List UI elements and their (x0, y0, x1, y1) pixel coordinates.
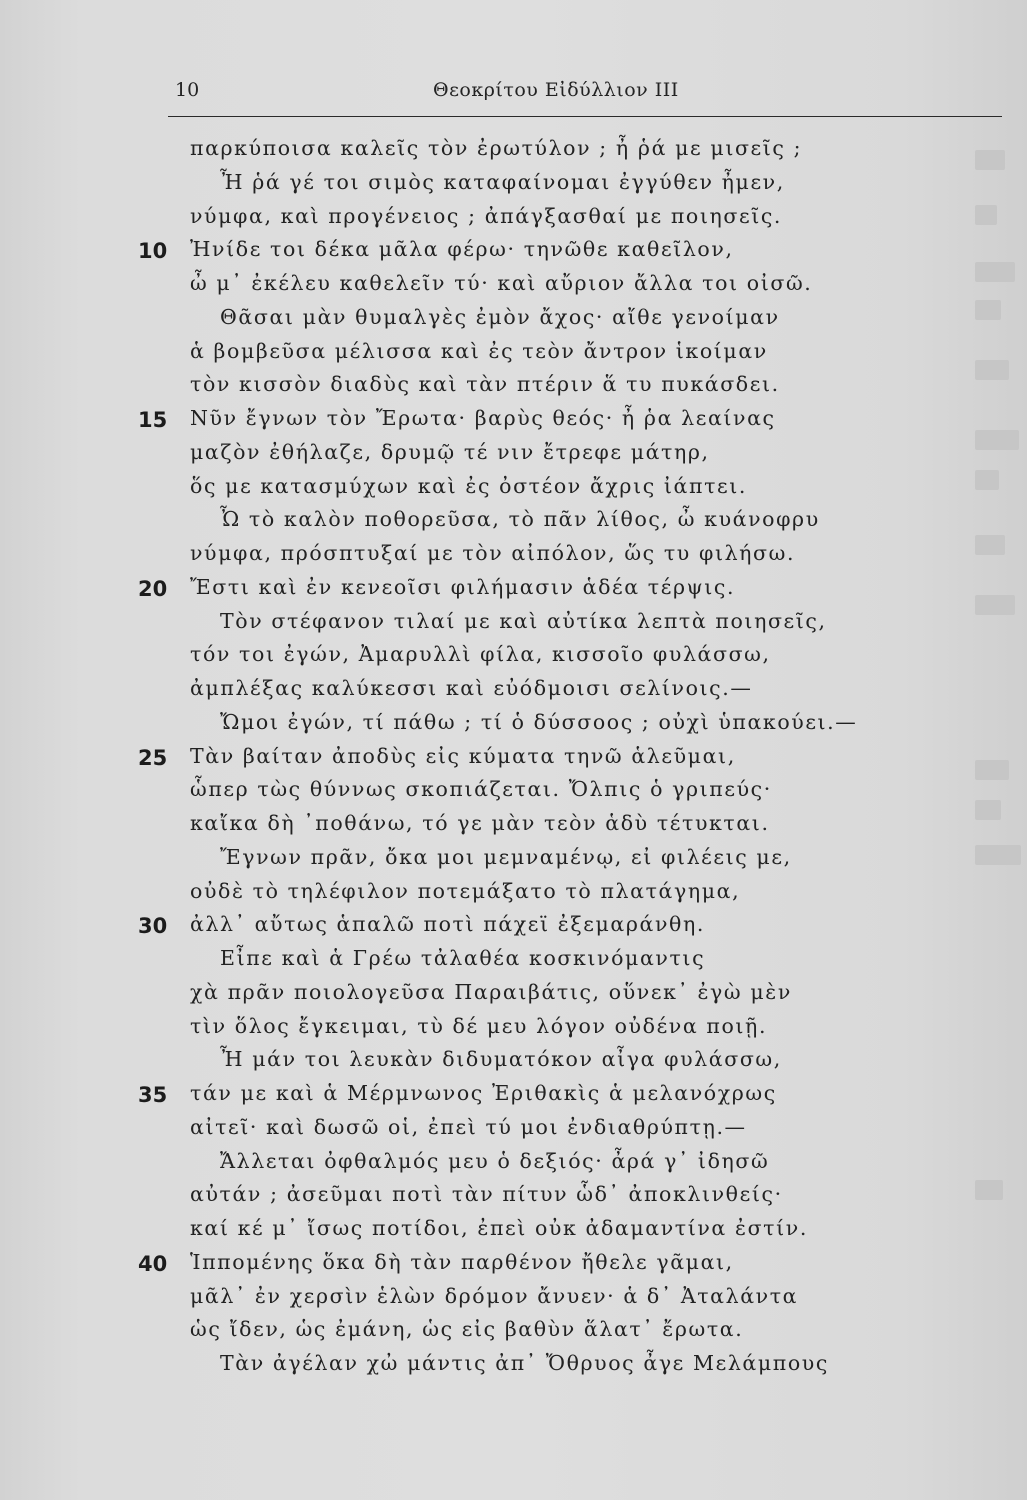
verse-line-text: ἀμπλέξας καλύκεσσι καὶ εὐόδμοισι σελίνοις.— (190, 676, 753, 700)
verse-line (0, 267, 1027, 301)
verse-line (0, 740, 1027, 774)
verse-line-number: 10 (138, 239, 168, 264)
verse-line (0, 706, 1027, 740)
verse-line-number: 20 (138, 576, 168, 601)
verse-line-text: καἴκα δὴ ᾽ποθάνω, τό γε μὰν τεὸν ἁδὺ τέτυκται. (190, 811, 770, 835)
verse-line (0, 1010, 1027, 1044)
verse-line (0, 132, 1027, 166)
verse-line (0, 1280, 1027, 1314)
facing-page-bleed (975, 0, 1027, 1500)
verse-line-text: τάν με καὶ ἁ Μέρμνωνος Ἐριθακὶς ἁ μελανόχρως (190, 1081, 777, 1105)
verse-line (0, 335, 1027, 369)
verse-line (0, 571, 1027, 605)
verse-line (0, 908, 1027, 942)
verse-line-text: ὡς ἴδεν, ὡς ἐμάνη, ὡς εἰς βαθὺν ἅλατ᾽ ἔρωτα. (190, 1317, 744, 1342)
verse-line-text: τὶν ὅλος ἔγκειμαι, τὺ δέ μευ λόγον οὐδένα ποιῇ. (190, 1013, 768, 1038)
verse-line (0, 841, 1027, 875)
verse-line-number: 15 (138, 408, 168, 432)
verse-line-text: Ὦ τὸ καλὸν ποθορεῦσα, τὸ πᾶν λίθος, ὦ κυάνοφρυ (220, 507, 820, 532)
verse-line-text: Ἦ ῥά γέ τοι σιμὸς καταφαίνομαι ἐγγύθεν ἦμεν, (220, 169, 785, 194)
verse-line (0, 1313, 1027, 1347)
verse-line-text: Ἄλλεται ὀφθαλμός μευ ὁ δεξιός· ἆρά γ᾽ ἰδησῶ (220, 1148, 770, 1173)
verse-line (0, 503, 1027, 537)
verse-line-text: μαζὸν ἐθήλαζε, δρυμῷ τέ νιν ἔτρεφε μάτηρ, (190, 439, 710, 464)
verse-line-text: νύμφα, καὶ προγένειος ; ἀπάγξασθαί με ποιησεῖς. (190, 203, 783, 228)
verse-line-text: Νῦν ἔγνων τὸν Ἔρωτα· βαρὺς θεός· ἦ ῥα λεαίνας (190, 406, 776, 430)
verse-line-text: καί κέ μ᾽ ἴσως ποτίδοι, ἐπεὶ οὐκ ἀδαμαντίνα ἐστίν. (190, 1216, 808, 1240)
verse-line (0, 166, 1027, 200)
verse-line (0, 233, 1027, 267)
verse-line-text: Τὰν βαίταν ἀποδὺς εἰς κύματα τηνῶ ἁλεῦμαι, (190, 743, 736, 768)
verse-line (0, 301, 1027, 335)
verse-line-number: 35 (138, 1083, 168, 1107)
verse-line-text: παρκύποισα καλεῖς τὸν ἐρωτύλον ; ἦ ῥά με μισεῖς ; (190, 136, 803, 160)
verse-line (0, 1212, 1027, 1246)
verse-line (0, 200, 1027, 234)
verse-line-text: τὸν κισσὸν διαδὺς καὶ τὰν πτέριν ἅ τυ πυκάσδει. (190, 372, 780, 397)
verse-line (0, 436, 1027, 470)
verse-line-text: Ἔγνων πρᾶν, ὄκα μοι μεμναμένῳ, εἰ φιλέεις με, (220, 844, 792, 869)
verse-line (0, 1178, 1027, 1212)
verse-line (0, 773, 1027, 807)
verse-line-text: Εἶπε καὶ ἁ Γρέω τἀλαθέα κοσκινόμαντις (220, 946, 706, 970)
verse-line-text: Ἱππομένης ὅκα δὴ τὰν παρθένον ἤθελε γᾶμαι, (190, 1249, 734, 1274)
verse-line-text: χὰ πρᾶν ποιολογεῦσα Παραιβάτις, οὕνεκ᾽ ἐγὼ μὲν (190, 979, 792, 1004)
verse-line (0, 1347, 1027, 1381)
verse-line (0, 638, 1027, 672)
verse-line (0, 1111, 1027, 1145)
verse-line (0, 1145, 1027, 1179)
verse-line (0, 942, 1027, 976)
verse-line (0, 976, 1027, 1010)
verse-line (0, 1043, 1027, 1077)
page-number: 10 (175, 79, 200, 101)
verse-line (0, 875, 1027, 909)
verse-line-text: τόν τοι ἐγών, Ἀμαρυλλὶ φίλα, κισσοῖο φυλάσσω, (190, 642, 771, 667)
verse-line (0, 1246, 1027, 1280)
verse-line-text: ὧπερ τὼς θύννως σκοπιάζεται. Ὄλπις ὁ γριπεύς· (190, 777, 772, 802)
verse-line (0, 537, 1027, 571)
verse-line-text: μᾶλ᾽ ἐν χερσὶν ἑλὼν δρόμον ἄνυεν· ἁ δ᾽ Ἀταλάντα (190, 1283, 799, 1308)
verse-line-text: αὐτάν ; ἀσεῦμαι ποτὶ τὰν πίτυν ὧδ᾽ ἀποκλινθείς· (190, 1182, 783, 1207)
verse-line-text: Ὤμοι ἐγών, τί πάθω ; τί ὁ δύσσοος ; οὐχὶ ὑπακούει.— (220, 709, 858, 734)
verse-line-text: οὐδὲ τὸ τηλέφιλον ποτεμάξατο τὸ πλατάγημα, (190, 878, 741, 903)
verse-line-text: νύμφα, πρόσπτυξαί με τὸν αἰπόλον, ὥς τυ φιλήσω. (190, 541, 796, 565)
verse-line-text: Ἠνίδε τοι δέκα μᾶλα φέρω· τηνῶθε καθεῖλον, (190, 237, 734, 262)
verse-line (0, 402, 1027, 436)
verse-line (0, 1077, 1027, 1111)
verse-line-text: Ἔστι καὶ ἐν κενεοῖσι φιλήμασιν ἁδέα τέρψις. (190, 574, 736, 599)
verse-line (0, 470, 1027, 504)
verse-line-text: Τὰν ἀγέλαν χὠ μάντις ἀπ᾽ Ὄθρυος ἆγε Μελάμπους (220, 1351, 829, 1375)
verse-line-text: Τὸν στέφανον τιλαί με καὶ αὐτίκα λεπτὰ ποιησεῖς, (220, 608, 827, 633)
verse-line-number: 25 (138, 745, 168, 770)
verse-line-text: ὦ μ᾽ ἐκέλευ καθελεῖν τύ· καὶ αὔριον ἄλλα τοι οἰσῶ. (190, 271, 813, 295)
verse-line-number: 30 (138, 914, 168, 939)
verse-line-text: αἰτεῖ· καὶ δωσῶ οἱ, ἐπεὶ τύ μοι ἐνδιαθρύπτῃ.— (190, 1114, 747, 1139)
verse-line (0, 368, 1027, 402)
verse-line-number: 40 (138, 1251, 168, 1276)
running-title: Θεοκρίτου Εἰδύλλιον ΙΙΙ (433, 79, 679, 101)
verse-line-text: Ἦ μάν τοι λευκὰν διδυματόκον αἶγα φυλάσσω, (220, 1047, 782, 1072)
verse-line-text: Θᾶσαι μὰν θυμαλγὲς ἐμὸν ἄχος· αἴθε γενοίμαν (220, 304, 780, 329)
verse-line (0, 672, 1027, 706)
verse-line (0, 807, 1027, 841)
verse-line-text: ἀλλ᾽ αὔτως ἁπαλῶ ποτὶ πάχεϊ ἐξεμαράνθη. (190, 912, 705, 937)
verse-line-text: ὅς με κατασμύχων καὶ ἐς ὀστέον ἄχρις ἰάπτει. (190, 473, 747, 498)
verse-line (0, 605, 1027, 639)
verse-line-text: ἁ βομβεῦσα μέλισσα καὶ ἐς τεὸν ἄντρον ἱκοίμαν (190, 338, 768, 363)
